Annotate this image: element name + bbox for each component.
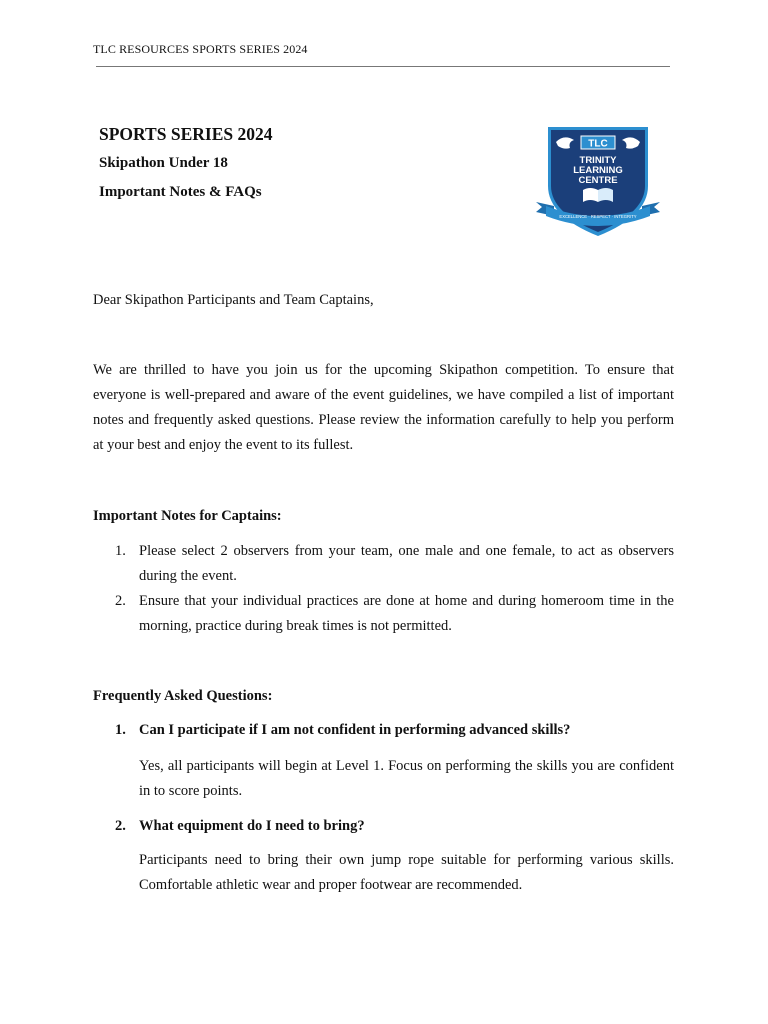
logo-name-line-3: CENTRE [578,175,618,186]
logo-name-line-2: LEARNING [573,165,623,176]
faq-answer: Yes, all participants will begin at Level 1. Focus on performing the skills you are confident in to score points. [139,758,674,799]
running-header: TLC RESOURCES SPORTS SERIES 2024 [93,42,308,56]
document-section-title: Important Notes & FAQs [99,184,262,200]
logo-name-line-1: TRINITY [579,155,617,166]
trinity-learning-centre-logo [534,124,662,242]
faq-question-number: 2. [115,818,126,834]
faq-answer: Participants need to bring their own jump rope suitable for performing various skills. Comfortable athletic wear and proper footwear are recommended. [139,852,674,893]
list-item [93,589,674,639]
list-item-text: Please select 2 observers from your team, one male and one female, to act as observers during the event. [139,543,674,584]
open-book-icon [583,188,613,202]
list-item [93,539,674,589]
letter-salutation: Dear Skipathon Participants and Team Captains, [93,292,374,308]
document-subtitle: Skipathon Under 18 [99,155,228,171]
document-title: SPORTS SERIES 2024 [99,124,273,144]
faq-question-text: Can I participate if I am not confident in performing advanced skills? [139,722,571,738]
faq-heading: Frequently Asked Questions: [93,688,273,704]
captain-notes-heading: Important Notes for Captains: [93,508,282,524]
list-item-text: Ensure that your individual practices are done at home and during homeroom time in the morning, practice during break times is not permitted. [139,593,674,634]
logo-abbreviation: TLC [588,138,608,150]
title-block [99,124,272,213]
header-divider [96,66,670,67]
logo-banner-motto: EXCELLENCE · RESPECT · INTEGRITY [559,214,637,219]
list-item-number: 2. [115,593,126,609]
faq-question-text: What equipment do I need to bring? [139,818,365,834]
captain-notes-list [93,539,674,639]
faq-question-number: 1. [115,722,126,738]
list-item-number: 1. [115,543,126,559]
intro-paragraph: We are thrilled to have you join us for the upcoming Skipathon competition. To ensure that everyone is well-prepared and aware of the event guidelines, we have compiled a list of important notes and frequently asked questions. Please review the information carefully to help you perform at your best and enjoy the event to its fullest. [93,362,674,453]
